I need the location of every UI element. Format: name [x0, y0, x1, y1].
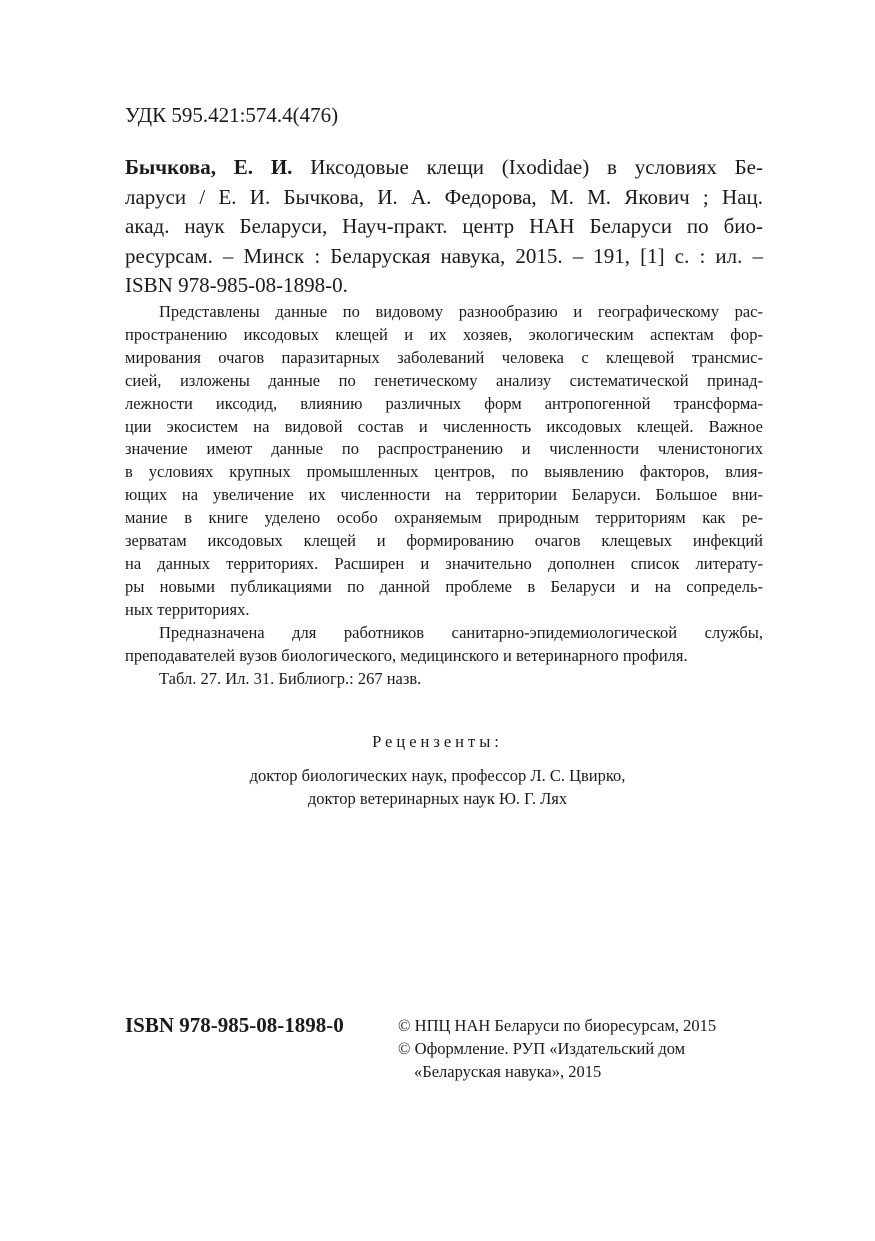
reviewer-1: доктор биологических наук, профессор Л. С. Цвирко, [249, 766, 626, 785]
copyright-line-1: © НПЦ НАН Беларуси по биоресурсам, 2015 [398, 1016, 717, 1035]
audience-line: Предназначена для работников санитарно-эпидемиологической службы, [159, 622, 763, 642]
abstract-line: лежности иксодид, влиянию различных форм антропогенной трансформа- [125, 393, 763, 413]
abstract-line: мирования очагов паразитарных заболеваний человека с клещевой трансмис- [125, 347, 763, 367]
reviewers-heading: Рецензенты: [372, 732, 503, 751]
abstract-line: ных территориях. [125, 599, 250, 619]
biblio-line: акад. наук Беларуси, Науч-практ. центр НАН Беларуси по био- [125, 214, 763, 238]
abstract-line: зерватам иксодовых клещей и формированию очагов клещевых инфекций [125, 531, 763, 551]
abstract-line: ющих на увеличение их численности на территории Беларуси. Большое вни- [125, 485, 763, 505]
biblio-isbn-line: ISBN 978-985-08-1898-0. [125, 273, 348, 297]
biblio-line: ларуси / Е. И. Бычкова, И. А. Федорова, М. М. Якович ; Нац. [125, 184, 763, 209]
isbn-number: ISBN 978-985-08-1898-0 [125, 1013, 344, 1037]
reviewer-2: доктор ветеринарных наук Ю. Г. Лях [307, 789, 568, 808]
abstract-line: ры новыми публикациями по данной проблеме в Беларуси и на сопредель- [125, 576, 763, 596]
stats-line: Табл. 27. Ил. 31. Библиогр.: 267 назв. [159, 668, 422, 688]
abstract-line: на данных территориях. Расширен и значительно дополнен список литерату- [125, 553, 763, 573]
biblio-line [125, 153, 763, 183]
abstract-line: значение имеют данные по распространению и численности членистоногих [125, 439, 763, 459]
bibliographic-record [125, 153, 763, 301]
abstract-line: пространению иксодовых клещей и их хозяев, экологическим аспектам фор- [125, 324, 763, 344]
copyright-line-3: «Беларуская навука», 2015 [414, 1062, 602, 1081]
udk-code: УДК 595.421:574.4(476) [125, 103, 339, 127]
biblio-line: ресурсам. – Минск : Беларуская навука, 2015. – 191, [1] с. : ил. – [125, 243, 763, 268]
abstract-line: мание в книге уделено особо охраняемым природным территориям как ре- [125, 508, 763, 528]
copyright-line-2: © Оформление. РУП «Издательский дом [398, 1039, 686, 1058]
abstract-line: ции экосистем на видовой состав и численность иксодовых клещей. Важное [125, 416, 763, 436]
abstract-line: сией, изложены данные по генетическому анализу систематической принад- [125, 370, 763, 390]
abstract-line: в условиях крупных промышленных центров, по выявлению факторов, влия- [125, 462, 763, 482]
abstract [125, 301, 763, 690]
book-title: Иксодовые клещи (Ixodidae) в условиях Бе- [292, 155, 763, 179]
audience-line: преподавателей вузов биологического, медицинского и ветеринарного профиля. [125, 645, 688, 665]
abstract-line: Представлены данные по видовому разнообразию и географическому рас- [159, 302, 763, 321]
author-name: Бычкова, Е. И. [125, 155, 293, 179]
